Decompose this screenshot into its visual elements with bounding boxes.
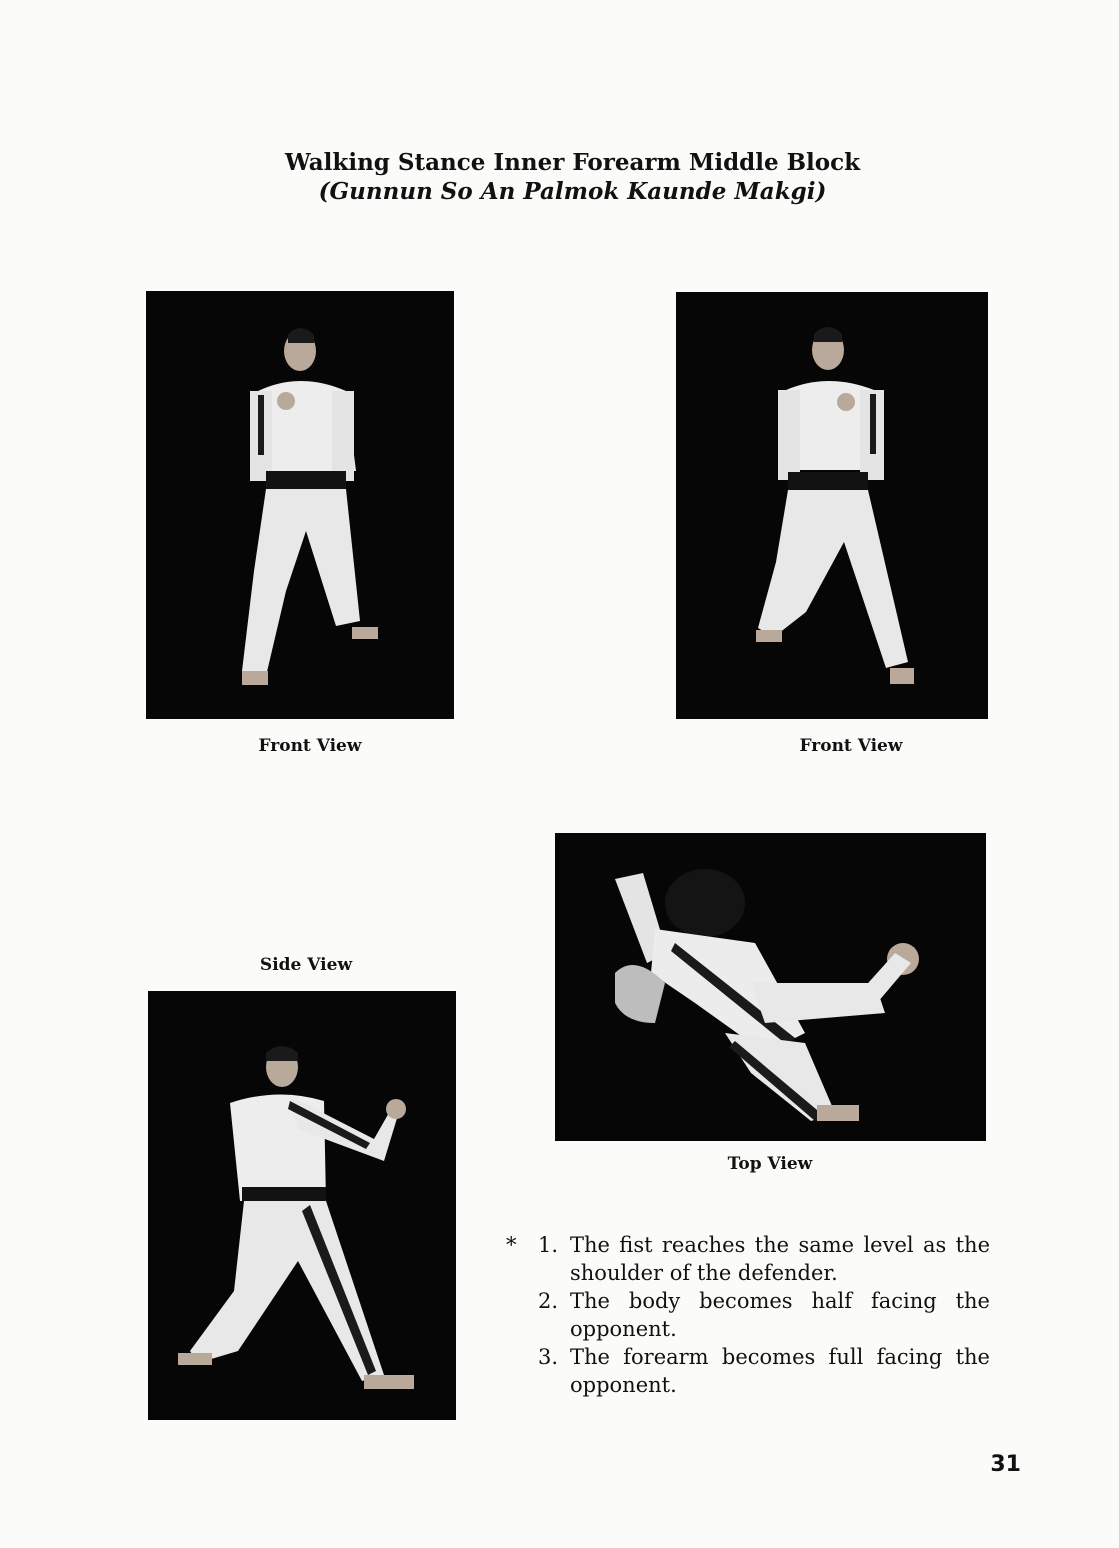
title-korean: (Gunnun So An Palmok Kaunde Makgi) — [318, 178, 827, 205]
note-marker: * — [506, 1233, 517, 1257]
list-item — [500, 1231, 990, 1287]
note-text: The forearm becomes full facing the opponent. — [570, 1345, 990, 1397]
title-english: Walking Stance Inner Forearm Middle Block — [284, 149, 861, 176]
martial-artist-figure-front-left — [146, 291, 454, 719]
front-view-photo-left — [146, 291, 454, 719]
side-view-photo — [148, 991, 456, 1420]
side-view-caption: Side View — [259, 955, 353, 975]
notes-list — [500, 1231, 990, 1399]
note-number: 3. — [538, 1345, 559, 1369]
top-view-caption: Top View — [727, 1154, 813, 1174]
note-number: 2. — [538, 1289, 559, 1313]
note-text: The fist reaches the same level as the shoulder of the defender. — [570, 1233, 990, 1285]
page-title — [0, 148, 1119, 206]
top-view-photo — [555, 833, 986, 1141]
page-number: 31 — [990, 1452, 1021, 1477]
list-item — [500, 1287, 990, 1343]
note-text: The body becomes half facing the opponent. — [570, 1289, 990, 1341]
martial-artist-figure-top — [555, 833, 986, 1141]
list-item — [500, 1343, 990, 1399]
front-view-caption-left: Front View — [258, 736, 362, 756]
front-view-caption-right: Front View — [799, 736, 903, 756]
martial-artist-figure-side — [148, 991, 456, 1420]
note-number: 1. — [538, 1233, 559, 1257]
martial-artist-figure-front-right — [676, 292, 988, 719]
front-view-photo-right — [676, 292, 988, 719]
